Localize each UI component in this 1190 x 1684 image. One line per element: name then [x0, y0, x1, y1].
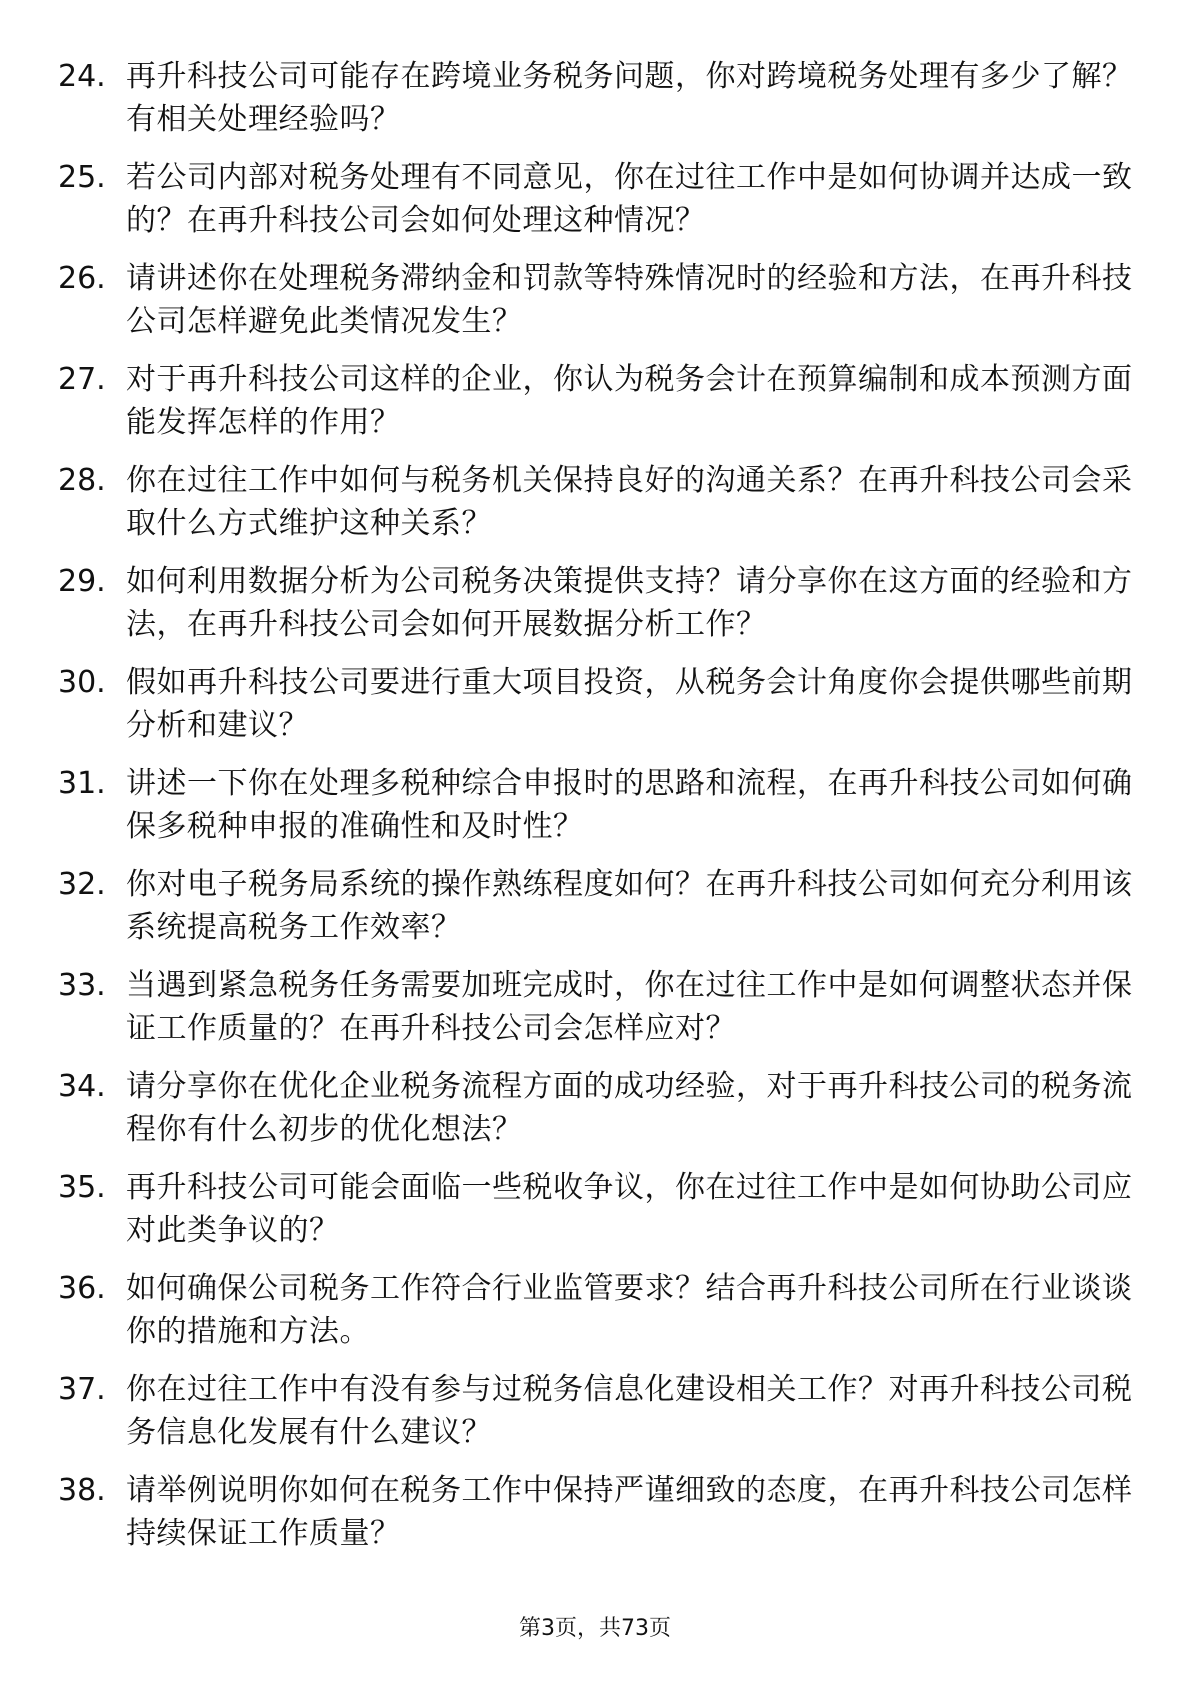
question-text: 请举例说明你如何在税务工作中保持严谨细致的态度，在再升科技公司怎样持续保证工作质量？: [126, 1473, 1133, 1551]
question-number: 25.: [58, 160, 106, 195]
question-text: 你在过往工作中如何与税务机关保持良好的沟通关系？在再升科技公司会采取什么方式维护这种关系？: [126, 463, 1133, 541]
question-item-37: [58, 1363, 1138, 1464]
question-number: 29.: [58, 564, 106, 599]
question-item-27: [58, 353, 1138, 454]
question-text: 请分享你在优化企业税务流程方面的成功经验，对于再升科技公司的税务流程你有什么初步的优化想法？: [126, 1069, 1133, 1147]
question-text: 如何利用数据分析为公司税务决策提供支持？请分享你在这方面的经验和方法，在再升科技公司会如何开展数据分析工作？: [126, 564, 1133, 642]
question-text: 你在过往工作中有没有参与过税务信息化建设相关工作？对再升科技公司税务信息化发展有什么建议？: [126, 1372, 1133, 1450]
question-text: 请讲述你在处理税务滞纳金和罚款等特殊情况时的经验和方法，在再升科技公司怎样避免此类情况发生？: [126, 261, 1133, 339]
question-text: 再升科技公司可能存在跨境业务税务问题，你对跨境税务处理有多少了解？有相关处理经验吗？: [126, 59, 1133, 137]
question-text: 再升科技公司可能会面临一些税收争议，你在过往工作中是如何协助公司应对此类争议的？: [126, 1170, 1133, 1248]
question-number: 33.: [58, 968, 106, 1003]
question-item-33: [58, 959, 1138, 1060]
question-item-29: [58, 555, 1138, 656]
question-item-35: [58, 1161, 1138, 1262]
question-item-31: [58, 757, 1138, 858]
question-number: 37.: [58, 1372, 106, 1407]
question-number: 26.: [58, 261, 106, 296]
question-text: 讲述一下你在处理多税种综合申报时的思路和流程，在再升科技公司如何确保多税种申报的准确性和及时性？: [126, 766, 1133, 844]
question-number: 38.: [58, 1473, 106, 1508]
question-number: 34.: [58, 1069, 106, 1104]
question-item-25: [58, 151, 1138, 252]
question-item-36: [58, 1262, 1138, 1363]
question-number: 36.: [58, 1271, 106, 1306]
question-text: 当遇到紧急税务任务需要加班完成时，你在过往工作中是如何调整状态并保证工作质量的？在再升科技公司会怎样应对？: [126, 968, 1133, 1046]
question-number: 32.: [58, 867, 106, 902]
question-text: 你对电子税务局系统的操作熟练程度如何？在再升科技公司如何充分利用该系统提高税务工作效率？: [126, 867, 1133, 945]
question-number: 28.: [58, 463, 106, 498]
question-number: 35.: [58, 1170, 106, 1205]
question-item-38: [58, 1464, 1138, 1565]
question-item-26: [58, 252, 1138, 353]
page-number-indicator: 第3页，共73页: [519, 1616, 671, 1641]
question-number: 24.: [58, 59, 106, 94]
question-item-30: [58, 656, 1138, 757]
question-number: 27.: [58, 362, 106, 397]
question-item-34: [58, 1060, 1138, 1161]
question-list: [58, 50, 1138, 1565]
question-text: 对于再升科技公司这样的企业，你认为税务会计在预算编制和成本预测方面能发挥怎样的作用？: [126, 362, 1133, 440]
question-item-24: [58, 50, 1138, 151]
question-item-32: [58, 858, 1138, 959]
question-text: 如何确保公司税务工作符合行业监管要求？结合再升科技公司所在行业谈谈你的措施和方法。: [126, 1271, 1133, 1349]
question-number: 31.: [58, 766, 106, 801]
question-item-28: [58, 454, 1138, 555]
question-number: 30.: [58, 665, 106, 700]
question-text: 假如再升科技公司要进行重大项目投资，从税务会计角度你会提供哪些前期分析和建议？: [126, 665, 1133, 743]
question-text: 若公司内部对税务处理有不同意见，你在过往工作中是如何协调并达成一致的？在再升科技公司会如何处理这种情况？: [126, 160, 1133, 238]
